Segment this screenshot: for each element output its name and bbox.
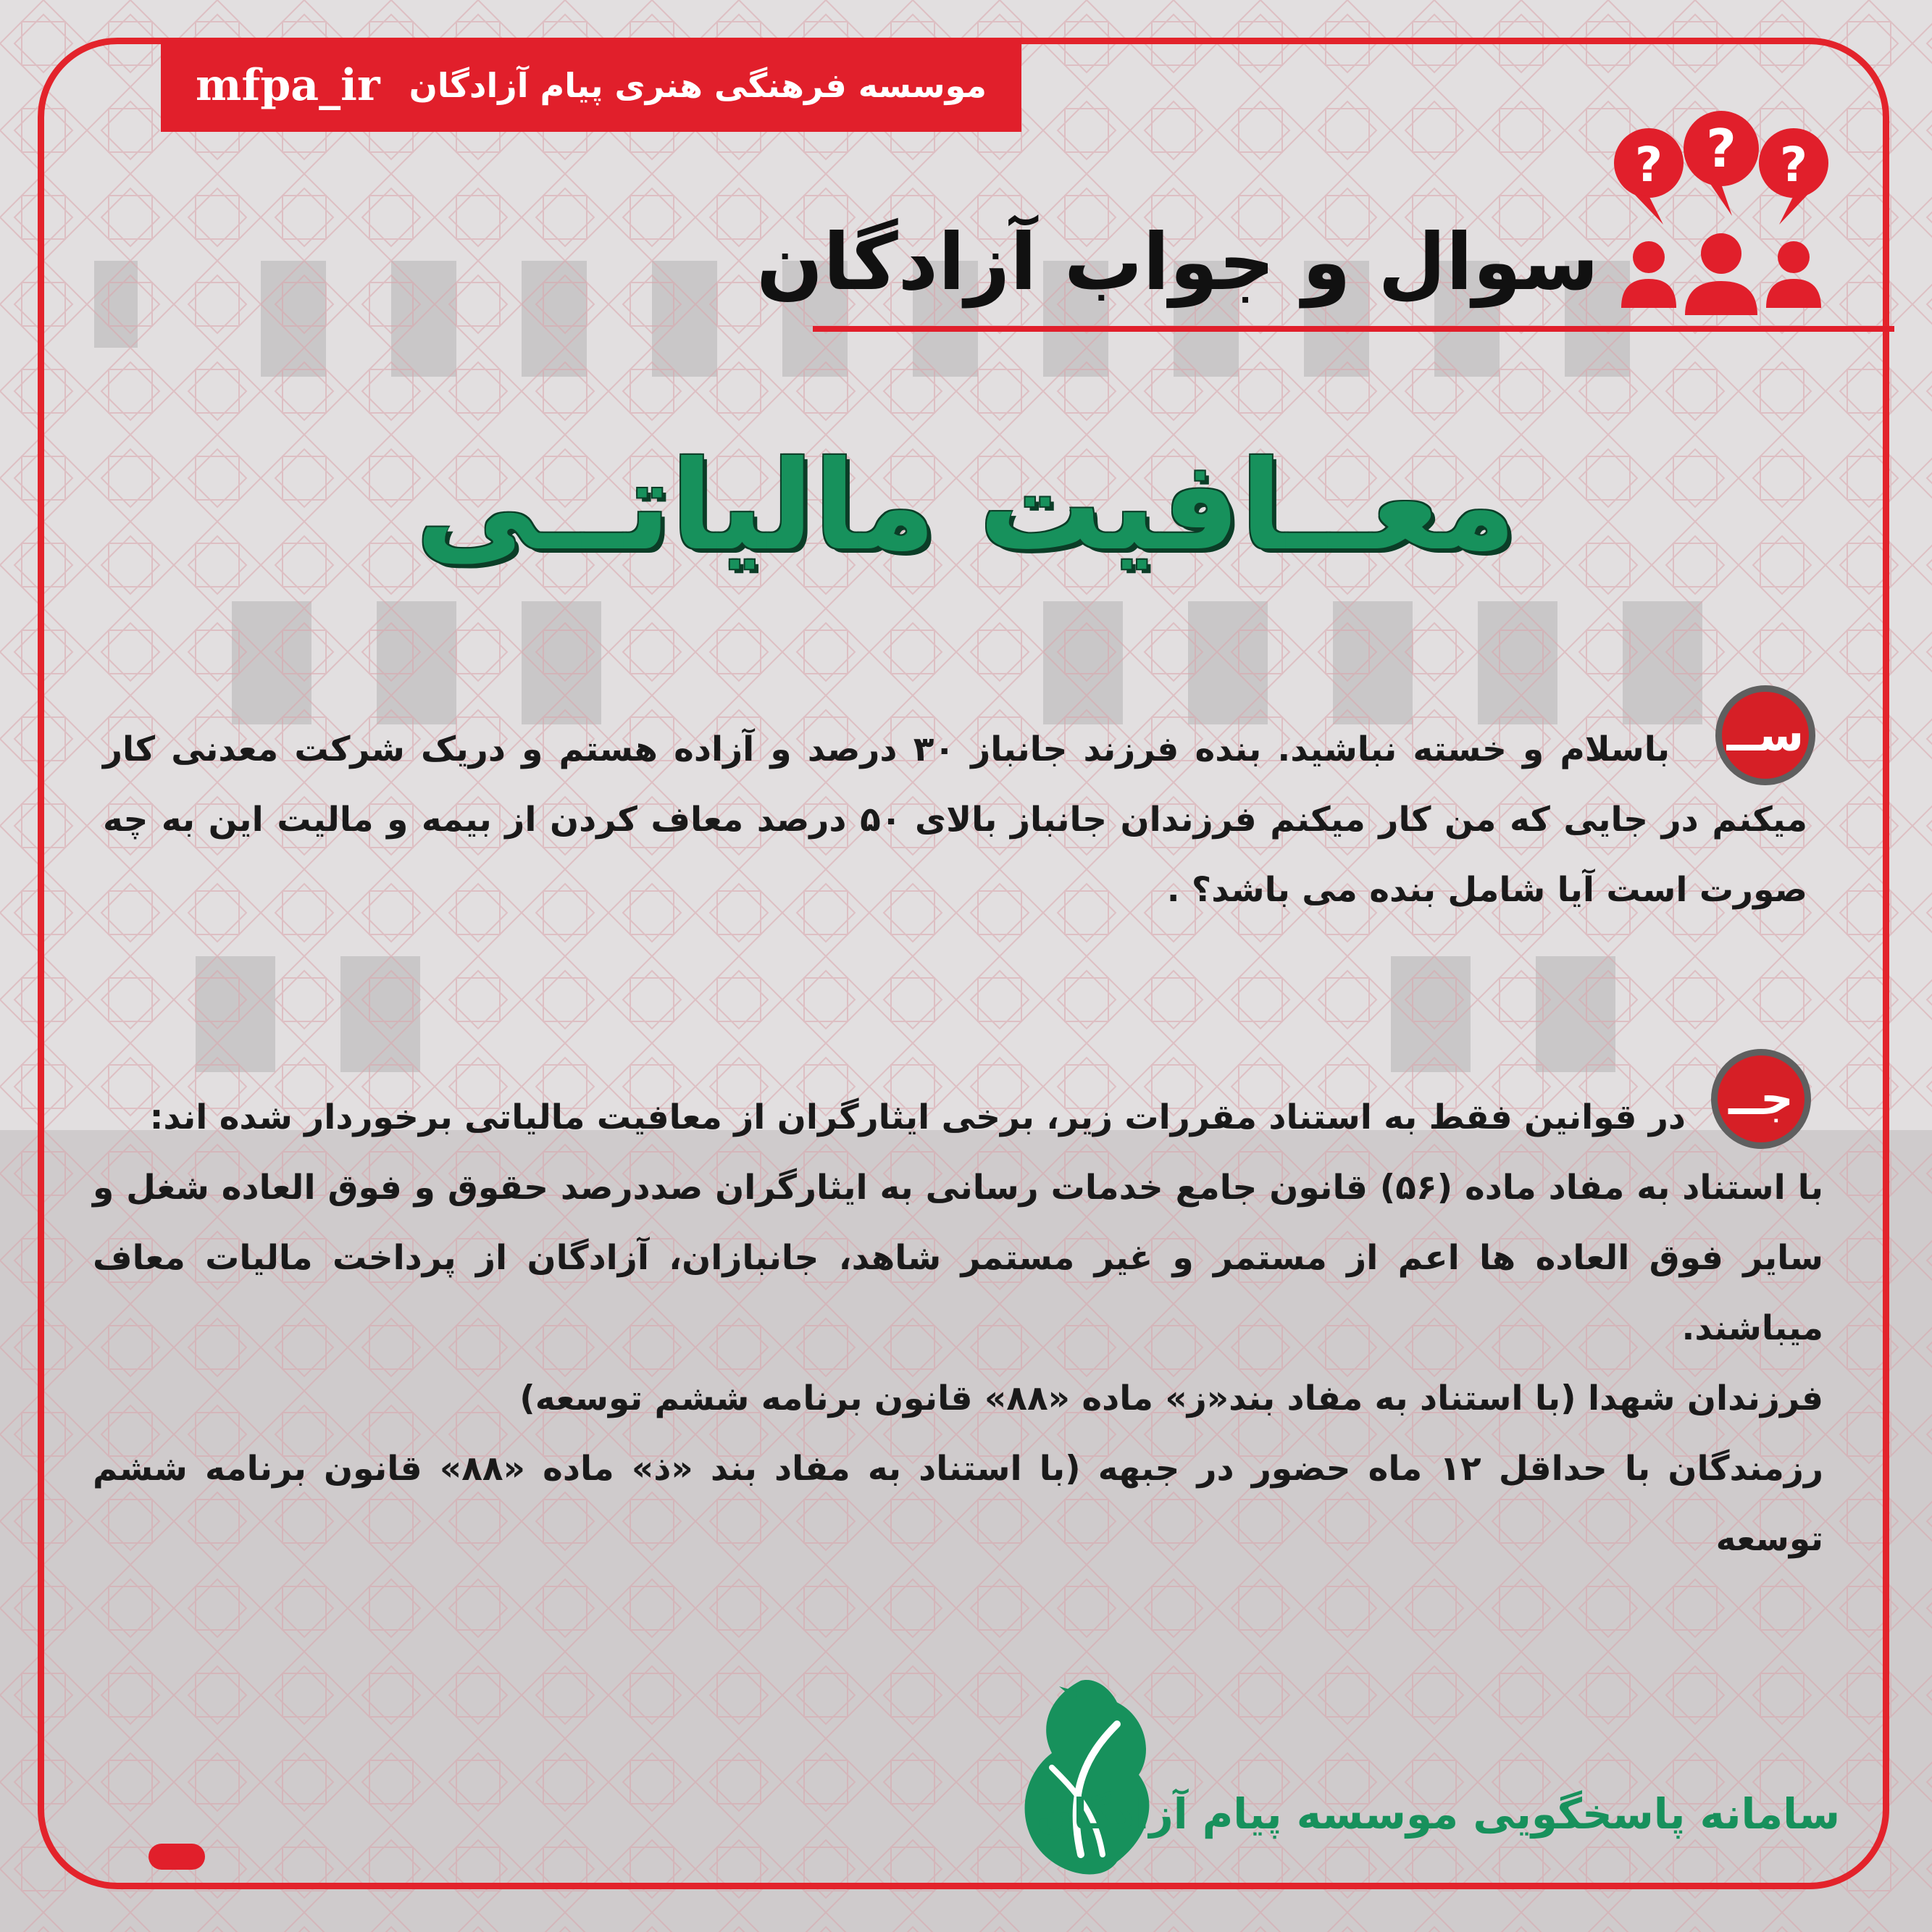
answer-paragraph-veterans: رزمندگان با حداقل ۱۲ ماه حضور در جبهه (با استناد به مفاد بند «ذ» ماده «۸۸» قانون برنامه ششم توسعه — [93, 1449, 1823, 1559]
question-badge: ســ — [1715, 685, 1815, 785]
dove-logo-icon — [1008, 1666, 1165, 1883]
section-title: سوال و جواب آزادگان — [756, 217, 1599, 308]
answer-text — [93, 1082, 1823, 1574]
svg-text:?: ? — [1779, 137, 1808, 193]
svg-text:?: ? — [1634, 137, 1663, 193]
question-body: باسلام و خسته نباشید. بنده فرزند جانباز ۳۰ درصد و آزاده هستم و دریک شرکت معدنی کار میکنم در جایی که من کار میکنم فرزندان جانباز بالای ۵۰ درصد معاف کردن از بیمه و مالیت این به چه صورت است آیا شامل بنده می باشد؟ . — [103, 729, 1807, 910]
footer-service-name: سامانه پاسخگویی موسسه پیام آزادگان — [1037, 1789, 1840, 1839]
answer-paragraph-martyrs-children: فرزندان شهدا (با استناد به مفاد بند«ز» ماده «۸۸» قانون برنامه ششم توسعه) — [519, 1379, 1823, 1418]
answer-paragraph-article-56: با استناد به مفاد ماده (۵۶) قانون جامع خدمات رسانی به ایثارگران صددرصد حقوق و فوق العاده شغل و سایر فوق العاده ها اعم از مستمر و غیر مستمر شاهد، جانبازان، آزادگان از پرداخت مالیات معاف میباشند. — [93, 1168, 1823, 1348]
question-text — [103, 714, 1807, 925]
svg-text:?: ? — [1706, 118, 1736, 179]
answer-paragraph-intro: در قوانین فقط به استناد مقررات زیر، برخی ایثارگران از معافیت مالیاتی برخوردار شده اند: — [149, 1097, 1686, 1137]
social-handle: mfpa_ir — [196, 60, 380, 111]
people-questions-icon — [1605, 109, 1837, 319]
decorative-pill — [149, 1844, 205, 1870]
org-name: موسسه فرهنگی هنری پیام آزادگان — [409, 66, 987, 105]
main-title: معــافیت مالیاتــی — [415, 435, 1517, 578]
top-banner — [161, 39, 1021, 132]
answer-badge: جــ — [1711, 1049, 1811, 1149]
title-underline — [813, 326, 1894, 332]
